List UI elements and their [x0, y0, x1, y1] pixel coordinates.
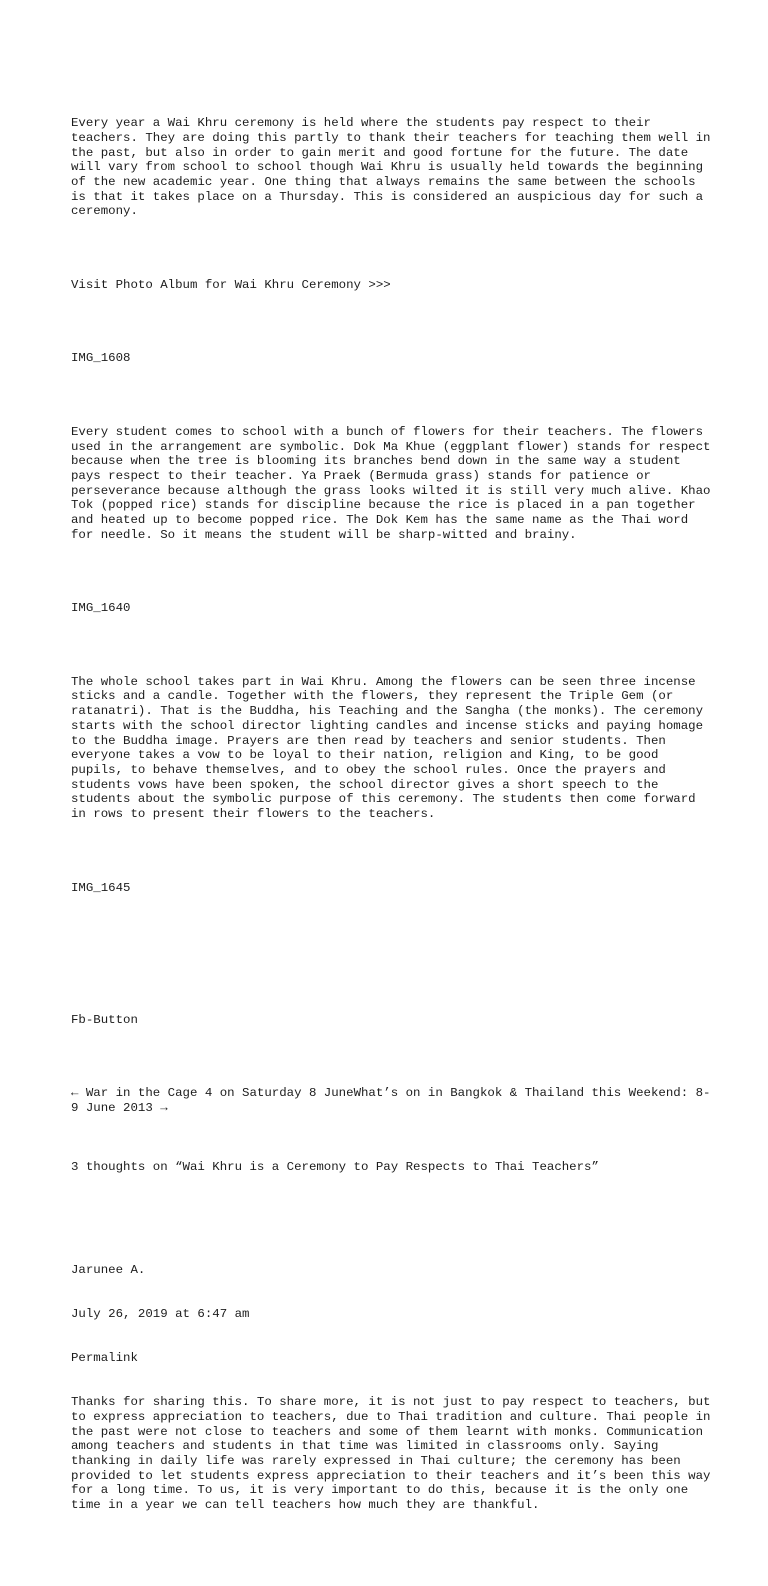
- article-body: [71, 72, 718, 1586]
- ceremony-paragraph: The whole school takes part in Wai Khru. Among the flowers can be seen three incense sticks and a candle. Together with the flowers, they represent the Triple Gem (or ratanatri). That is the Buddha, his Teaching and the Sangha (the monks). The ceremony starts with the school director lighting candles and incense sticks and paying homage to the Buddha image. Prayers are then read by teachers and senior students. Then everyone takes a vow to be loyal to their nation, religion and King, to be good pupils, to behave themselves, and to obey the school rules. Once the prayers and students vows have been spoken, the school director gives a short speech to the students about the symbolic purpose of this ceremony. The students then come forward in rows to present their flowers to the teachers.: [71, 674, 711, 822]
- spacer: [71, 954, 711, 969]
- image-caption-1608: IMG_1608: [71, 351, 131, 366]
- comment-date: July 26, 2019 at 6:47 am: [71, 1306, 250, 1321]
- comment-text: Thanks for sharing this. To share more, it is not just to pay respect to teachers, but to express appreciation to teachers, due to Thai tradition and culture. Thai people in the past were not close to teachers and some of them learnt with monks. Communication among teachers and students in that time was limited in classrooms only. Saying thanking in daily life was rarely expressed in Thai culture; the ceremony has been provided to let students express appreciation to their teachers and it’s been this way for a long time. To us, it is very important to do this, because it is the only one time in a year we can tell teachers how much they are thankful.: [71, 1395, 718, 1513]
- comment-author: Jarunee A.: [71, 1262, 146, 1277]
- intro-paragraph: Every year a Wai Khru ceremony is held where the students pay respect to their teachers. They are doing this partly to thank their teachers for teaching them well in the past, but also in order to gain merit and good fortune for the future. The date will vary from school to school though Wai Khru is usually held towards the beginning of the new academic year. One thing that always remains the same between the schools is that it takes place on a Thursday. This is considered an auspicious day for such a ceremony.: [71, 116, 718, 219]
- flowers-paragraph: Every student comes to school with a bunch of flowers for their teachers. The flowers used in the arrangement are symbolic. Dok Ma Khue (eggplant flower) stands for respect because when the tree is blooming its branches bend down in the same way a student pays respect to their teacher. Ya Praek (Bermuda grass) stands for patience or perseverance because although the grass looks wilted it is still very much alive. Khao Tok (popped rice) stands for discipline because the rice is placed in a pan together and heated up to become popped rice. The Dok Kem has the same name as the Thai word for needle. So it means the student will be sharp-witted and brainy.: [71, 424, 718, 542]
- next-post-link[interactable]: What’s on in Bangkok & Thailand this Weekend: 8-9 June 2013 →: [71, 1086, 711, 1116]
- comment-permalink[interactable]: [71, 1351, 711, 1366]
- comment-permalink-link[interactable]: Permalink: [71, 1351, 138, 1366]
- image-caption-1645: IMG_1645: [71, 880, 131, 895]
- comment-item: [71, 1233, 718, 1542]
- fb-button[interactable]: Fb-Button: [71, 1012, 138, 1027]
- post-navigation: [71, 1086, 711, 1115]
- photo-album-link-text[interactable]: Visit Photo Album for Wai Khru Ceremony >>>: [71, 277, 391, 292]
- photo-album-link[interactable]: [71, 278, 711, 293]
- comments-heading: 3 thoughts on “Wai Khru is a Ceremony to Pay Respects to Thai Teachers”: [71, 1159, 599, 1174]
- previous-post-link[interactable]: ← War in the Cage 4 on Saturday 8 June: [71, 1086, 354, 1101]
- image-caption-1640: IMG_1640: [71, 601, 131, 616]
